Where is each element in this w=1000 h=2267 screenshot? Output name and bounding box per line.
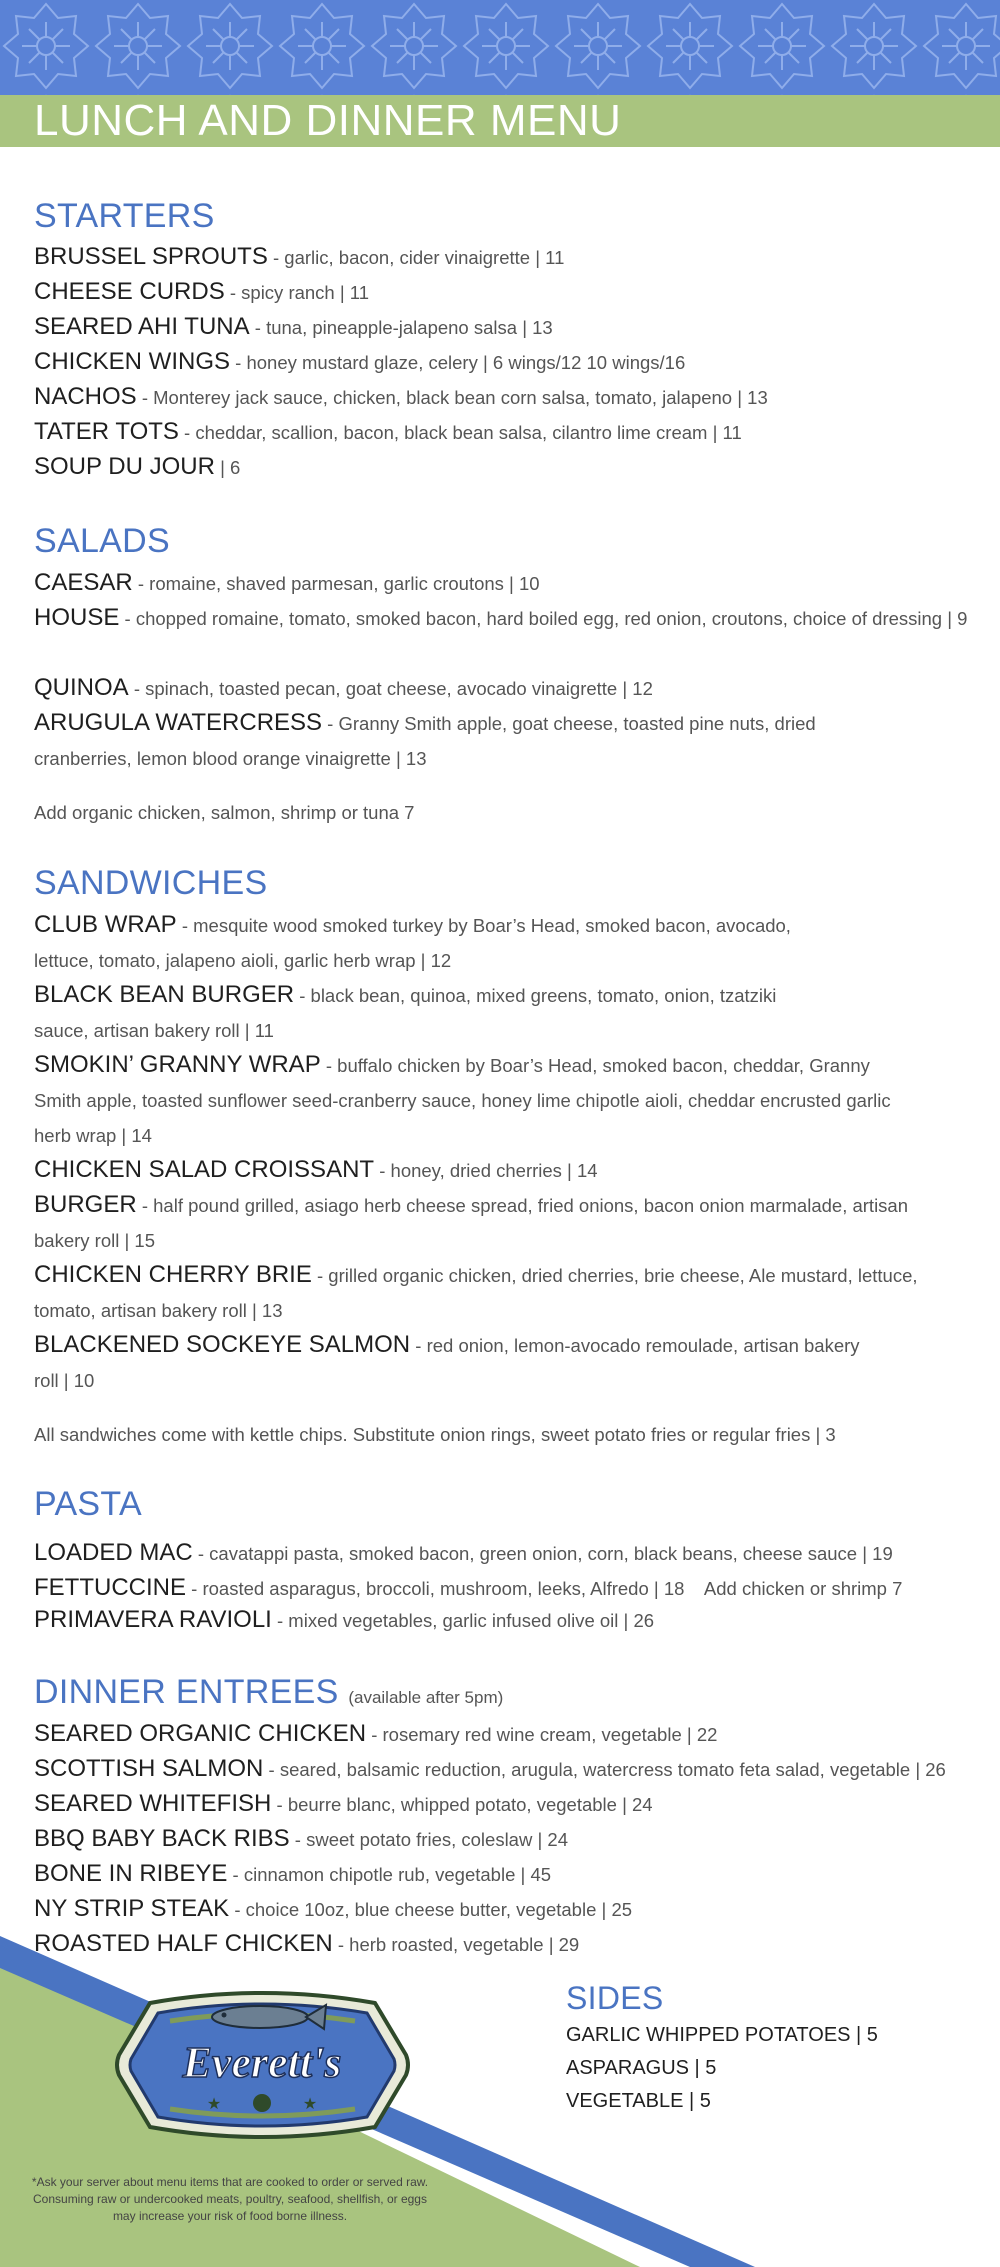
menu-item: BONE IN RIBEYE - cinnamon chipotle rub, vegetable | 45 <box>34 1860 552 1887</box>
item-description: spinach, toasted pecan, goat cheese, avocado vinaigrette | 12 <box>145 678 653 699</box>
item-description: honey mustard glaze, celery | 6 wings/12 10 wings/16 <box>246 352 686 373</box>
item-name: ARUGULA WATERCRESS <box>34 709 323 736</box>
item-name: FETTUCCINE <box>34 1574 186 1601</box>
item-name: BURGER <box>34 1191 137 1218</box>
menu-item: SEARED WHITEFISH - beurre blanc, whipped potato, vegetable | 24 <box>34 1790 653 1817</box>
section-title-text: DINNER ENTREES <box>34 1673 339 1711</box>
menu-item: ARUGULA WATERCRESS - Granny Smith apple, goat cheese, toasted pine nuts, dried cranberries, lemon blood orange vinaigrette | 13 <box>34 709 816 769</box>
salads-add-on-note: Add organic chicken, salmon, shrimp or tuna 7 <box>34 802 415 823</box>
menu-item: ROASTED HALF CHICKEN - herb roasted, vegetable | 29 <box>34 1930 580 1957</box>
item-description: Monterey jack sauce, chicken, black bean corn salsa, tomato, jalapeno | 13 <box>153 387 768 408</box>
section-title-pasta: PASTA <box>34 1485 142 1523</box>
item-name: TATER TOTS <box>34 418 179 445</box>
item-description: mixed vegetables, garlic infused olive oil | 26 <box>288 1610 655 1631</box>
menu-item: CLUB WRAP - mesquite wood smoked turkey by Boar’s Head, smoked bacon, avocado, lettuce, tomato, jalapeno aioli, garlic herb wrap | 12 <box>34 911 791 971</box>
menu-item: FETTUCCINE - roasted asparagus, broccoli, mushroom, leeks, Alfredo | 18 Add chicken or shrimp 7 <box>34 1574 903 1601</box>
section-title-salads: SALADS <box>34 522 170 560</box>
item-name: ROASTED HALF CHICKEN <box>34 1930 333 1957</box>
item-description: honey, dried cherries | 14 <box>390 1160 598 1181</box>
item-name: SCOTTISH SALMON <box>34 1755 264 1782</box>
section-title-sandwiches: SANDWICHES <box>34 864 268 902</box>
sandwiches-note: All sandwiches come with kettle chips. Substitute onion rings, sweet potato fries or regular fries | 3 <box>34 1424 836 1445</box>
side-item: GARLIC WHIPPED POTATOES | 5 <box>566 2024 878 2046</box>
item-description: chopped romaine, tomato, smoked bacon, hard boiled egg, red onion, croutons, choice of dressing | 9 <box>135 608 968 629</box>
header-pattern-banner <box>0 0 1000 95</box>
item-description: sweet potato fries, coleslaw | 24 <box>306 1829 568 1850</box>
title-bar <box>0 95 1000 147</box>
menu-item: CAESAR - romaine, shaved parmesan, garlic croutons | 10 <box>34 569 540 596</box>
menu-item: CHEESE CURDS - spicy ranch | 11 <box>34 278 370 305</box>
item-name: BLACKENED SOCKEYE SALMON <box>34 1331 411 1358</box>
menu-item: NACHOS - Monterey jack sauce, chicken, black bean corn salsa, tomato, jalapeno | 13 <box>34 383 768 410</box>
item-description: mesquite wood smoked turkey by Boar’s Head, smoked bacon, avocado, lettuce, tomato, jalapeno aioli, garlic herb wrap | 12 <box>34 915 791 971</box>
item-description: Granny Smith apple, goat cheese, toasted pine nuts, dried cranberries, lemon blood orange vinaigrette | 13 <box>34 713 816 769</box>
item-name: HOUSE <box>34 604 120 631</box>
item-description: seared, balsamic reduction, arugula, watercress tomato feta salad, vegetable | 26 <box>279 1759 946 1780</box>
menu-item: NY STRIP STEAK - choice 10oz, blue cheese butter, vegetable | 25 <box>34 1895 633 1922</box>
item-name: PRIMAVERA RAVIOLI <box>34 1606 272 1633</box>
item-name: CHEESE CURDS <box>34 278 225 305</box>
menu-item: CHICKEN SALAD CROISSANT - honey, dried cherries | 14 <box>34 1156 598 1183</box>
item-name: QUINOA <box>34 674 129 701</box>
item-description: herb roasted, vegetable | 29 <box>349 1934 580 1955</box>
item-name: CHICKEN SALAD CROISSANT <box>34 1156 375 1183</box>
section-title-sides: SIDES <box>566 1980 664 2016</box>
menu-item: TATER TOTS - cheddar, scallion, bacon, black bean salsa, cilantro lime cream | 11 <box>34 418 742 445</box>
item-name: BRUSSEL SPROUTS <box>34 243 268 270</box>
menu-item: LOADED MAC - cavatappi pasta, smoked bacon, green onion, corn, black beans, cheese sauce | 19 <box>34 1539 893 1566</box>
menu-item: BLACKENED SOCKEYE SALMON - red onion, lemon-avocado remoulade, artisan bakery roll | 10 <box>34 1331 860 1391</box>
item-name: SEARED AHI TUNA <box>34 313 250 340</box>
menu-item: PRIMAVERA RAVIOLI - mixed vegetables, garlic infused olive oil | 26 <box>34 1606 655 1633</box>
item-description: beurre blanc, whipped potato, vegetable | 24 <box>287 1794 653 1815</box>
menu-item: CHICKEN WINGS - honey mustard glaze, celery | 6 wings/12 10 wings/16 <box>34 348 686 375</box>
menu-item: QUINOA - spinach, toasted pecan, goat cheese, avocado vinaigrette | 12 <box>34 674 653 701</box>
menu-item: SEARED ORGANIC CHICKEN - rosemary red wine cream, vegetable | 22 <box>34 1720 718 1747</box>
side-item: VEGETABLE | 5 <box>566 2090 711 2112</box>
item-name: SOUP DU JOUR <box>34 453 215 480</box>
menu-item: CHICKEN CHERRY BRIE - grilled organic chicken, dried cherries, brie cheese, Ale mustard, lettuce, tomato, artisan bakery roll | 13 <box>34 1261 918 1321</box>
svg-text:★: ★ <box>302 2096 318 2113</box>
fish-logo-emblem-icon <box>110 1985 415 2145</box>
item-description: choice 10oz, blue cheese butter, vegetable | 25 <box>245 1899 633 1920</box>
item-description: spicy ranch | 11 <box>241 282 370 303</box>
item-description: red onion, lemon-avocado remoulade, artisan bakery roll | 10 <box>34 1335 860 1391</box>
item-name: BLACK BEAN BURGER <box>34 981 295 1008</box>
item-name: LOADED MAC <box>34 1539 193 1566</box>
item-description: roasted asparagus, broccoli, mushroom, leeks, Alfredo | 18 Add chicken or shrimp 7 <box>202 1578 903 1599</box>
availability-note: (available after 5pm) <box>348 1688 504 1707</box>
page-title: LUNCH AND DINNER MENU <box>34 96 622 145</box>
item-name: SEARED ORGANIC CHICKEN <box>34 1720 367 1747</box>
menu-item: SEARED AHI TUNA - tuna, pineapple-jalapeno salsa | 13 <box>34 313 553 340</box>
svg-text:★: ★ <box>206 2096 222 2113</box>
item-description: garlic, bacon, cider vinaigrette | 11 <box>284 247 565 268</box>
item-description: grilled organic chicken, dried cherries, brie cheese, Ale mustard, lettuce, tomato, artisan bakery roll | 13 <box>34 1265 918 1321</box>
item-description: rosemary red wine cream, vegetable | 22 <box>382 1724 718 1745</box>
menu-item: SMOKIN’ GRANNY WRAP - buffalo chicken by Boar’s Head, smoked bacon, cheddar, Granny Smith apple, toasted sunflower seed-cranberry sauce, honey lime chipotle aioli, cheddar encrusted garlic herb wrap | 14 <box>34 1051 891 1146</box>
item-name: NACHOS <box>34 383 137 410</box>
menu-item: BRUSSEL SPROUTS - garlic, bacon, cider vinaigrette | 11 <box>34 243 565 270</box>
logo-text: Everett's <box>182 2038 342 2087</box>
section-title-starters: STARTERS <box>34 197 215 235</box>
item-name: BBQ BABY BACK RIBS <box>34 1825 290 1852</box>
item-name: CLUB WRAP <box>34 911 177 938</box>
item-name: SEARED WHITEFISH <box>34 1790 272 1817</box>
disclaimer-text: *Ask your server about menu items that are cooked to order or served raw. Consuming raw or undercooked meats, poultry, seafood, shellfish, or eggs may increase your risk of food borne illness. <box>31 2175 429 2223</box>
item-description: tuna, pineapple-jalapeno salsa | 13 <box>266 317 553 338</box>
item-name: BONE IN RIBEYE <box>34 1860 228 1887</box>
item-description: | 6 <box>220 457 241 478</box>
section-title-dinner-entrees <box>34 1673 503 1717</box>
item-name: CAESAR <box>34 569 133 596</box>
item-description: romaine, shaved parmesan, garlic croutons | 10 <box>149 573 540 594</box>
item-name: CHICKEN CHERRY BRIE <box>34 1261 312 1288</box>
item-description: cinnamon chipotle rub, vegetable | 45 <box>243 1864 552 1885</box>
menu-item: BLACK BEAN BURGER - black bean, quinoa, mixed greens, tomato, onion, tzatziki sauce, artisan bakery roll | 11 <box>34 981 777 1041</box>
item-name: CHICKEN WINGS <box>34 348 231 375</box>
item-name: SMOKIN’ GRANNY WRAP <box>34 1051 321 1078</box>
item-description: cavatappi pasta, smoked bacon, green onion, corn, black beans, cheese sauce | 19 <box>209 1543 893 1564</box>
star-pattern-icon <box>0 0 1000 95</box>
item-description: black bean, quinoa, mixed greens, tomato, onion, tzatziki sauce, artisan bakery roll | 11 <box>34 985 777 1041</box>
menu-item: HOUSE - chopped romaine, tomato, smoked bacon, hard boiled egg, red onion, croutons, choice of dressing | 9 <box>34 604 968 631</box>
item-description: half pound grilled, asiago herb cheese spread, fried onions, bacon onion marmalade, artisan bakery roll | 15 <box>34 1195 909 1251</box>
menu-item: SCOTTISH SALMON - seared, balsamic reduction, arugula, watercress tomato feta salad, vegetable | 26 <box>34 1755 946 1782</box>
menu-item: BBQ BABY BACK RIBS - sweet potato fries, coleslaw | 24 <box>34 1825 568 1852</box>
side-item: ASPARAGUS | 5 <box>566 2057 717 2079</box>
menu-item <box>34 449 974 485</box>
menu-item: BURGER - half pound grilled, asiago herb cheese spread, fried onions, bacon onion marmalade, artisan bakery roll | 15 <box>34 1191 909 1251</box>
item-description: cheddar, scallion, bacon, black bean salsa, cilantro lime cream | 11 <box>195 422 742 443</box>
item-name: NY STRIP STEAK <box>34 1895 230 1922</box>
item-description: buffalo chicken by Boar’s Head, smoked bacon, cheddar, Granny Smith apple, toasted sunflower seed-cranberry sauce, honey lime chipotle aioli, cheddar encrusted garlic herb wrap | 14 <box>34 1055 891 1146</box>
